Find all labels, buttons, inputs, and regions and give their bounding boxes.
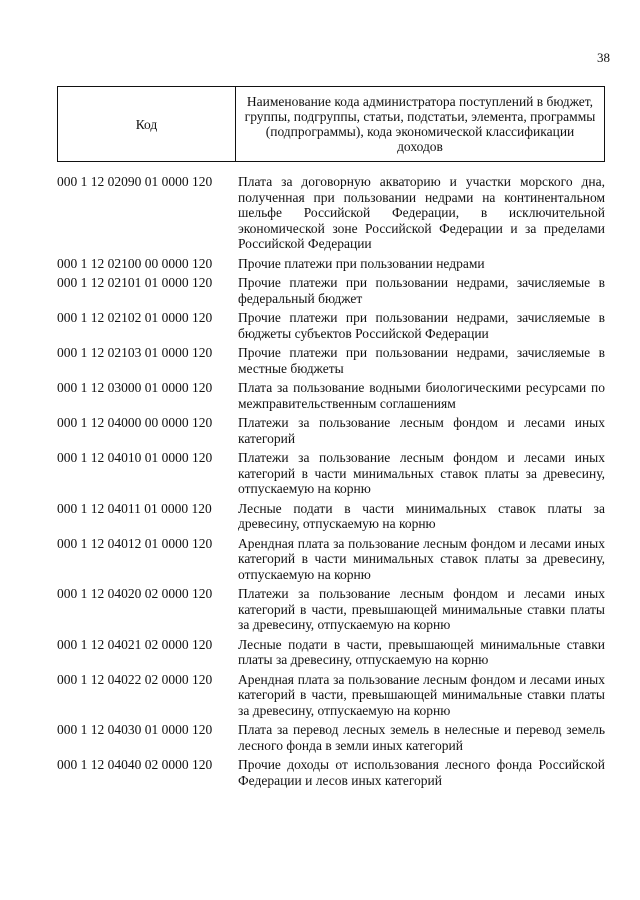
table-row — [57, 415, 605, 446]
header-code-cell: Код — [58, 87, 236, 162]
table-row — [57, 345, 605, 376]
row-code: 000 1 12 02101 01 0000 120 — [57, 275, 213, 290]
row-code: 000 1 12 02100 00 0000 120 — [57, 255, 213, 271]
row-description: Лесные подати в части, превышающей минимальные ставки платы за древесину, отпускаемую на корню — [238, 636, 605, 667]
table-row — [57, 672, 605, 719]
page-number: 38 — [597, 50, 610, 65]
header-table — [57, 86, 605, 162]
table-row — [57, 536, 605, 583]
table-row — [57, 586, 605, 633]
row-code: 000 1 12 04022 02 0000 120 — [57, 671, 213, 687]
row-description: Плата за перевод лесных земель в нелесные и перевод земель лесного фонда в земли иных категорий — [238, 722, 605, 753]
row-code: 000 1 12 04030 01 0000 120 — [57, 722, 213, 737]
table-row — [57, 380, 605, 411]
row-code: 000 1 12 04040 02 0000 120 — [57, 757, 213, 772]
row-description: Платежи за пользование лесным фондом и лесами иных категорий в части, превышающей минимальные ставки платы за древесину, отпускаемую на корню — [238, 586, 605, 632]
row-code: 000 1 12 02090 01 0000 120 — [57, 174, 213, 189]
row-description: Прочие платежи при пользовании недрами — [238, 255, 485, 271]
table-row — [57, 256, 605, 272]
row-code: 000 1 12 04000 00 0000 120 — [57, 415, 213, 430]
table-row — [57, 501, 605, 532]
row-code: 000 1 12 02102 01 0000 120 — [57, 310, 213, 325]
table-row — [57, 722, 605, 753]
row-description: Прочие доходы от использования лесного фонда Российской Федерации и лесов иных категорий — [238, 757, 605, 788]
table-row — [57, 637, 605, 668]
table-row — [57, 174, 605, 252]
row-code: 000 1 12 04011 01 0000 120 — [57, 500, 212, 516]
row-description: Лесные подати в части минимальных ставок платы за древесину, отпускаемую на корню — [238, 500, 605, 531]
row-code: 000 1 12 02103 01 0000 120 — [57, 345, 213, 360]
row-code: 000 1 12 03000 01 0000 120 — [57, 380, 213, 395]
row-code: 000 1 12 04020 02 0000 120 — [57, 586, 213, 601]
row-code: 000 1 12 04010 01 0000 120 — [57, 450, 213, 465]
classification-list — [57, 174, 605, 792]
row-code: 000 1 12 04012 01 0000 120 — [57, 535, 213, 551]
row-description: Прочие платежи при пользовании недрами, зачисляемые в бюджеты субъектов Российской Федерации — [238, 310, 605, 341]
row-description: Прочие платежи при пользовании недрами, зачисляемые в местные бюджеты — [238, 345, 605, 376]
row-description: Арендная плата за пользование лесным фондом и лесами иных категорий в части минимальных ставок платы за древесину, отпускаемую на корню — [238, 535, 605, 582]
row-description: Плата за договорную акваторию и участки морского дна, полученная при пользовании недрами на континентальном шельфе Российской Федерации, в исключительной экономической зоне Российской Федерации и за пределами Российской Федерации — [238, 174, 605, 251]
row-description: Платежи за пользование лесным фондом и лесами иных категорий в части минимальных ставок платы за древесину, отпускаемую на корню — [238, 450, 605, 496]
table-row — [57, 757, 605, 788]
table-row — [57, 275, 605, 306]
row-description: Прочие платежи при пользовании недрами, зачисляемые в федеральный бюджет — [238, 275, 605, 306]
header-row — [58, 87, 605, 162]
row-description: Платежи за пользование лесным фондом и лесами иных категорий — [238, 415, 605, 446]
row-description: Арендная плата за пользование лесным фондом и лесами иных категорий в части, превышающей минимальные ставки платы за древесину, отпускаемую на корню — [238, 671, 605, 718]
row-code: 000 1 12 04021 02 0000 120 — [57, 636, 213, 652]
row-description: Плата за пользование водными биологическими ресурсами по межправительственным соглашениям — [238, 380, 605, 411]
table-row — [57, 310, 605, 341]
header-name-cell: Наименование кода администратора поступлений в бюджет, группы, подгруппы, статьи, подстатьи, элемента, программы (подпрограммы), кода экономической классификации доходов — [236, 87, 605, 162]
table-row — [57, 450, 605, 497]
